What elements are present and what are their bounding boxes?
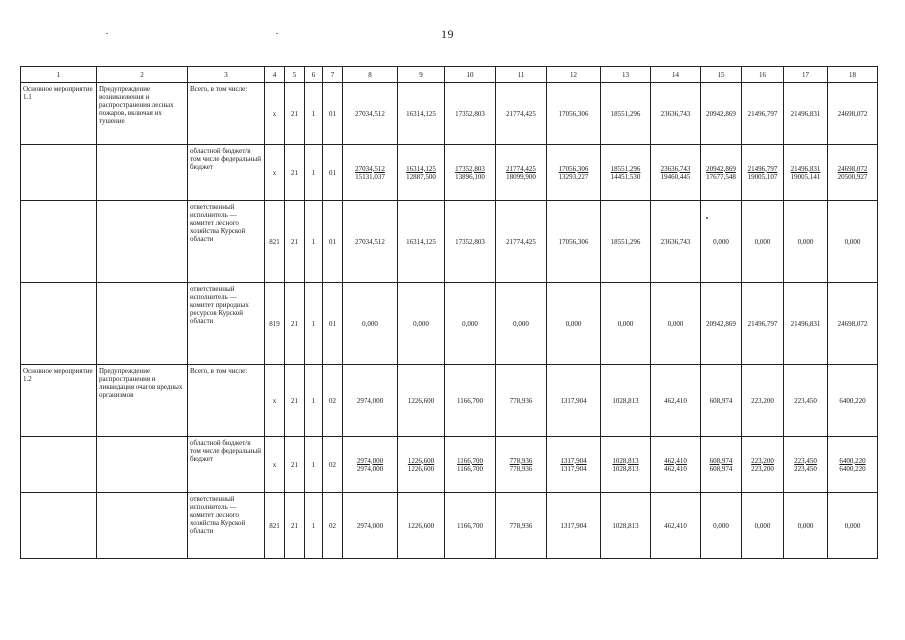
scan-speck <box>276 33 278 34</box>
value-cell: 16314,125 <box>398 83 445 145</box>
value-cell: 0,000 <box>784 493 828 559</box>
value-cell: 0,000 <box>828 201 878 283</box>
column-number: 3 <box>188 67 265 83</box>
federal-budget-value: 19460,445 <box>660 172 691 181</box>
regional-budget-value: 608,974 <box>709 456 733 465</box>
federal-budget-value: 13896,100 <box>455 172 485 181</box>
code-cell: 21 <box>285 437 305 493</box>
federal-budget-value: 18099,900 <box>506 172 536 181</box>
value-cell: 1028,813 <box>601 493 651 559</box>
table-row <box>21 283 878 365</box>
value-cell: 2974,000 <box>343 365 398 437</box>
federal-budget-value: 1226,600 <box>407 464 435 473</box>
value-cell: 1166,700 <box>445 493 496 559</box>
table-row <box>21 437 878 493</box>
scan-speck <box>106 33 108 34</box>
value-cell: 0,000 <box>701 493 742 559</box>
regional-budget-value: 20942,869 <box>706 164 736 173</box>
budget-table <box>20 66 878 559</box>
value-cell: 0,000 <box>651 283 701 365</box>
code-cell: 02 <box>323 365 343 437</box>
value-cell: 20942,869 <box>701 283 742 365</box>
row-c2 <box>97 437 188 493</box>
code-cell: х <box>265 83 285 145</box>
value-cell: 18551,296 <box>601 83 651 145</box>
federal-budget-value: 19005,141 <box>790 172 821 181</box>
value-cell: 23636,743 <box>651 201 701 283</box>
value-cell: 27034,512 <box>343 83 398 145</box>
page-number: 19 <box>441 27 454 41</box>
regional-budget-value: 1166,700 <box>457 456 483 465</box>
value-cell: 21774,425 <box>496 201 547 283</box>
value-cell <box>651 145 701 201</box>
code-cell: 21 <box>285 83 305 145</box>
value-cell <box>701 437 742 493</box>
code-cell: 821 <box>265 201 285 283</box>
value-cell <box>828 145 878 201</box>
column-number: 12 <box>547 67 601 83</box>
federal-budget-value: 14451,530 <box>610 172 641 181</box>
column-number: 15 <box>701 67 742 83</box>
value-cell: 21496,831 <box>784 83 828 145</box>
regional-budget-value: 18551,296 <box>610 164 641 173</box>
value-cell: 462,410 <box>651 365 701 437</box>
federal-budget-value: 1317,904 <box>560 464 587 473</box>
value-cell: 778,936 <box>496 493 547 559</box>
row-c1 <box>21 145 97 201</box>
regional-budget-value: 21774,425 <box>506 164 536 173</box>
value-cell <box>601 145 651 201</box>
regional-budget-value: 21496,831 <box>790 164 821 173</box>
value-cell <box>701 145 742 201</box>
column-number: 6 <box>305 67 323 83</box>
federal-budget-value: 223,200 <box>751 464 774 473</box>
regional-budget-value: 462,410 <box>664 456 687 465</box>
row-c3: Всего, в том числе: <box>188 83 265 145</box>
column-number: 16 <box>742 67 784 83</box>
code-cell: 1 <box>305 201 323 283</box>
value-cell: 20942,869 <box>701 83 742 145</box>
value-cell: 0,000 <box>742 201 784 283</box>
value-cell <box>398 145 445 201</box>
column-number: 4 <box>265 67 285 83</box>
federal-budget-value: 2974,000 <box>356 464 384 473</box>
value-cell: 0,000 <box>398 283 445 365</box>
code-cell: 02 <box>323 437 343 493</box>
column-number: 2 <box>97 67 188 83</box>
column-number: 14 <box>651 67 701 83</box>
value-cell <box>445 145 496 201</box>
regional-budget-value: 23636,743 <box>660 164 691 173</box>
value-cell: 1317,904 <box>547 493 601 559</box>
table-row <box>21 493 878 559</box>
row-c1 <box>21 283 97 365</box>
regional-budget-value: 1317,904 <box>560 456 587 465</box>
code-cell: 01 <box>323 201 343 283</box>
regional-budget-value: 2974,000 <box>356 456 384 465</box>
code-cell: 21 <box>285 201 305 283</box>
value-cell <box>651 437 701 493</box>
value-cell: 608,974 <box>701 365 742 437</box>
value-cell: 17056,306 <box>547 83 601 145</box>
value-cell: 0,000 <box>701 201 742 283</box>
value-cell <box>547 145 601 201</box>
federal-budget-value: 462,410 <box>664 464 687 473</box>
regional-budget-value: 16314,125 <box>406 164 436 173</box>
row-c2 <box>97 283 188 365</box>
value-cell: 2974,000 <box>343 493 398 559</box>
regional-budget-value: 778,936 <box>509 456 533 465</box>
code-cell: 21 <box>285 493 305 559</box>
value-cell <box>742 145 784 201</box>
row-c3: Всего, в том числе: <box>188 365 265 437</box>
row-c3: областной бюджет/в том числе федеральный бюджет <box>188 437 265 493</box>
value-cell: 0,000 <box>828 493 878 559</box>
regional-budget-value: 6400,220 <box>839 456 866 465</box>
value-cell: 0,000 <box>496 283 547 365</box>
regional-budget-value: 17056,306 <box>558 164 589 173</box>
value-cell: 17352,803 <box>445 201 496 283</box>
code-cell: 821 <box>265 493 285 559</box>
code-cell: 21 <box>285 365 305 437</box>
code-cell: 21 <box>285 145 305 201</box>
federal-budget-value: 1166,700 <box>457 464 483 473</box>
column-number: 5 <box>285 67 305 83</box>
row-c1: Основное мероприятие 1.1 <box>21 83 97 145</box>
value-cell: 0,000 <box>784 201 828 283</box>
value-cell <box>828 437 878 493</box>
row-c1 <box>21 437 97 493</box>
value-cell <box>343 145 398 201</box>
column-number: 17 <box>784 67 828 83</box>
row-c2 <box>97 145 188 201</box>
regional-budget-value: 1226,600 <box>407 456 435 465</box>
value-cell <box>343 437 398 493</box>
value-cell: 18551,296 <box>601 201 651 283</box>
code-cell: х <box>265 365 285 437</box>
column-number: 1 <box>21 67 97 83</box>
code-cell: 1 <box>305 83 323 145</box>
row-c3: ответственный исполнитель — комитет природных ресурсов Курской области <box>188 283 265 365</box>
value-cell: 21496,831 <box>784 283 828 365</box>
row-c2 <box>97 493 188 559</box>
federal-budget-value: 13293,227 <box>558 172 589 181</box>
code-cell: 1 <box>305 283 323 365</box>
value-cell: 24698,072 <box>828 83 878 145</box>
value-cell: 0,000 <box>343 283 398 365</box>
row-c3: ответственный исполнитель — комитет лесного хозяйства Курской области <box>188 493 265 559</box>
regional-budget-value: 21496,797 <box>747 164 778 173</box>
regional-budget-value: 17352,803 <box>455 164 485 173</box>
row-c2: Предупреждение распространения и ликвидация очагов вредных организмов <box>97 365 188 437</box>
federal-budget-value: 15131,037 <box>355 172 385 181</box>
code-cell: 1 <box>305 145 323 201</box>
federal-budget-value: 20500,927 <box>837 172 868 181</box>
regional-budget-value: 27034,512 <box>355 164 385 173</box>
value-cell: 0,000 <box>445 283 496 365</box>
value-cell: 16314,125 <box>398 201 445 283</box>
column-number: 8 <box>343 67 398 83</box>
row-c1 <box>21 201 97 283</box>
table-row <box>21 83 878 145</box>
value-cell <box>496 437 547 493</box>
value-cell <box>547 437 601 493</box>
value-cell: 17056,306 <box>547 201 601 283</box>
column-number: 18 <box>828 67 878 83</box>
value-cell: 1317,904 <box>547 365 601 437</box>
value-cell <box>784 437 828 493</box>
value-cell: 21496,797 <box>742 83 784 145</box>
value-cell: 24698,072 <box>828 283 878 365</box>
table-row <box>21 365 878 437</box>
row-c3: ответственный исполнитель — комитет лесного хозяйства Курской области <box>188 201 265 283</box>
regional-budget-value: 223,450 <box>794 456 817 465</box>
federal-budget-value: 6400,220 <box>839 464 866 473</box>
value-cell: 0,000 <box>601 283 651 365</box>
value-cell: 23636,743 <box>651 83 701 145</box>
federal-budget-value: 223,450 <box>794 464 817 473</box>
federal-budget-value: 608,974 <box>709 464 733 473</box>
code-cell: 21 <box>285 283 305 365</box>
federal-budget-value: 19005,107 <box>747 172 778 181</box>
value-cell <box>601 437 651 493</box>
federal-budget-value: 778,936 <box>509 464 533 473</box>
value-cell: 27034,512 <box>343 201 398 283</box>
value-cell: 21496,797 <box>742 283 784 365</box>
value-cell: 462,410 <box>651 493 701 559</box>
value-cell: 6400,220 <box>828 365 878 437</box>
row-c2 <box>97 201 188 283</box>
row-c2: Предупреждение возникновения и распространения лесных пожаров, включая их тушение <box>97 83 188 145</box>
code-cell: х <box>265 437 285 493</box>
value-cell <box>398 437 445 493</box>
value-cell: 0,000 <box>547 283 601 365</box>
code-cell: 02 <box>323 493 343 559</box>
federal-budget-value: 17677,548 <box>706 172 736 181</box>
code-cell: х <box>265 145 285 201</box>
value-cell: 778,936 <box>496 365 547 437</box>
value-cell <box>496 145 547 201</box>
value-cell <box>742 437 784 493</box>
code-cell: 01 <box>323 283 343 365</box>
column-number: 7 <box>323 67 343 83</box>
federal-budget-value: 1028,813 <box>612 464 639 473</box>
value-cell <box>445 437 496 493</box>
code-cell: 1 <box>305 493 323 559</box>
table-row <box>21 201 878 283</box>
value-cell: 1226,600 <box>398 365 445 437</box>
table-row <box>21 145 878 201</box>
value-cell: 0,000 <box>742 493 784 559</box>
row-c1 <box>21 493 97 559</box>
code-cell: 1 <box>305 365 323 437</box>
value-cell: 1166,700 <box>445 365 496 437</box>
value-cell: 17352,803 <box>445 83 496 145</box>
regional-budget-value: 223,200 <box>751 456 774 465</box>
code-cell: 819 <box>265 283 285 365</box>
column-number: 10 <box>445 67 496 83</box>
federal-budget-value: 12887,500 <box>406 172 436 181</box>
regional-budget-value: 24698,072 <box>837 164 868 173</box>
code-cell: 01 <box>323 145 343 201</box>
column-number: 11 <box>496 67 547 83</box>
value-cell: 1028,813 <box>601 365 651 437</box>
code-cell: 1 <box>305 437 323 493</box>
value-cell <box>784 145 828 201</box>
column-number: 9 <box>398 67 445 83</box>
value-cell: 223,450 <box>784 365 828 437</box>
row-c3: областной бюджет/в том числе федеральный бюджет <box>188 145 265 201</box>
column-number: 13 <box>601 67 651 83</box>
value-cell: 21774,425 <box>496 83 547 145</box>
code-cell: 01 <box>323 83 343 145</box>
value-cell: 1226,600 <box>398 493 445 559</box>
row-c1: Основное мероприятие 1.2 <box>21 365 97 437</box>
value-cell: 223,200 <box>742 365 784 437</box>
header-row <box>21 67 878 83</box>
regional-budget-value: 1028,813 <box>612 456 639 465</box>
